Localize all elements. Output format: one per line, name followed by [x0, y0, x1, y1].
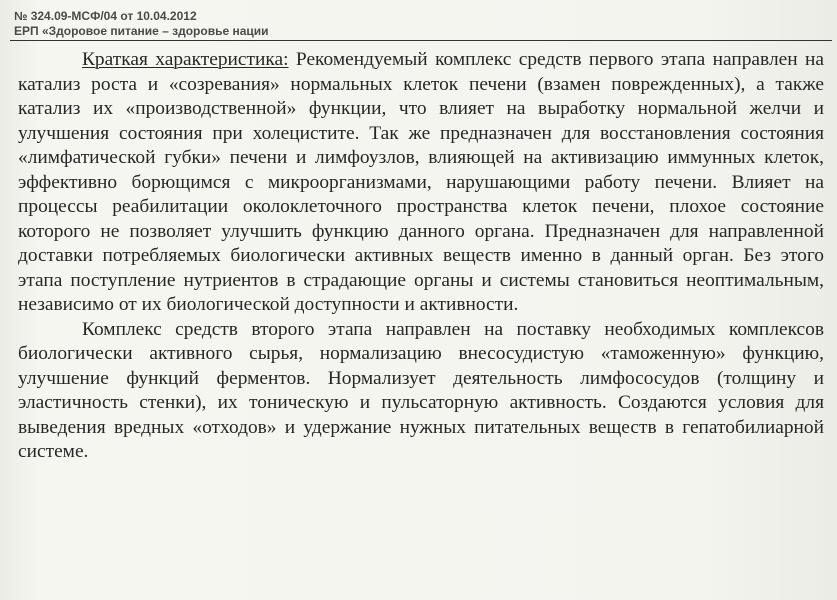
- document-body: [18, 48, 824, 465]
- document-number: № 324.09-МСФ/04 от 10.04.2012: [14, 9, 197, 23]
- paragraph-1: [18, 48, 824, 318]
- paragraph-1-label: Краткая характеристика:: [82, 49, 289, 70]
- paragraph-1-text: Рекомендуемый комплекс средств первого этапа направлен на катализ роста и «созревания» нормальных клеток печени (взамен поврежденных), а также катализ их «производственной» функции, что влияет на выработку нормальной желчи и улучшения состояния при холецистите. Так же предназначен для восстановления состояния «лимфатической губки» печени и лимфоузлов, влияющей на активизацию иммунных клеток, эффективно борющимся с микроорганизмами, нарушающими работу печени. Влияет на процессы реабилитации околоклеточного пространства клеток печени, плохое состояние которого не позволяет улучшить функцию данного органа. Предназначен для направленной доставки потребляемых биологически активных веществ именно в данный орган. Без этого этапа поступление нутриентов в страдающие органы и системы становиться неоптимальным, независимо от их биологической доступности и активности.: [18, 49, 824, 315]
- document-header: [14, 9, 269, 39]
- header-divider: [10, 40, 832, 41]
- document-subtitle: ЕРП «Здоровое питание – здоровье нации: [14, 24, 269, 38]
- paragraph-2: Комплекс средств второго этапа направлен на поставку необходимых комплексов биологически активного сырья, нормализацию внесосудистую «таможенную» функцию, улучшение функций ферментов. Нормализует деятельность лимфососудов (толщину и эластичность стенки), их тоническую и пульсаторную активность. Создаются условия для выведения вредных «отходов» и удержание нужных питательных веществ в гепатобилиарной системе.: [18, 318, 824, 462]
